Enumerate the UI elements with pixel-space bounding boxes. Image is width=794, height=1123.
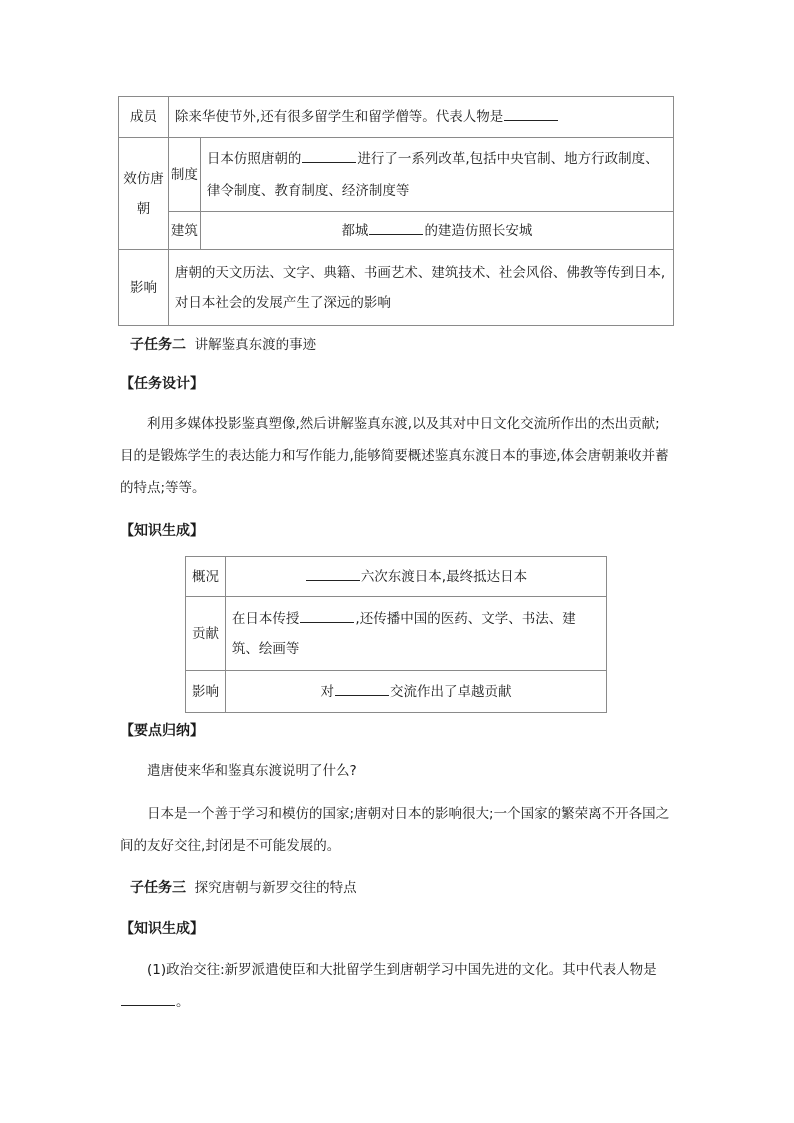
key-points-question: 遣唐使来华和鉴真东渡说明了什么?: [147, 763, 357, 779]
task-design-heading: 【任务设计】: [120, 376, 204, 392]
members-cell: 除来华使节外,还有很多留学生和留学僧等。代表人物是: [168, 97, 673, 138]
answer-blank: [300, 608, 354, 623]
answer-blank: [335, 681, 389, 696]
contribution-cell: 在日本传授 ,还传播中国的医药、文学、书法、建筑、绘画等: [225, 597, 606, 671]
knowledge-item-1: (1)政治交往:新罗派遣使臣和大批留学生到唐朝学习中国先进的文化。其中代表人物是。: [120, 954, 673, 1018]
jianzhen-table: [185, 556, 607, 713]
answer-blank: [121, 991, 175, 1006]
members-label: 成员: [119, 97, 169, 138]
influence-cell: 唐朝的天文历法、文字、典籍、书画艺术、建筑技术、社会风俗、佛教等传到日本,对日本社会的发展产生了深远的影响: [168, 250, 673, 326]
overview-label: 概况: [186, 557, 226, 597]
knowledge-heading-2: 【知识生成】: [120, 921, 204, 937]
answer-blank: [306, 566, 360, 581]
architecture-label: 建筑: [168, 212, 200, 250]
architecture-cell: 都城 的建造仿照长安城: [200, 212, 673, 250]
key-points-answer: 日本是一个善于学习和模仿的国家;唐朝对日本的影响很大;一个国家的繁荣离不开各国之间的友好交往,封闭是不可能发展的。: [120, 806, 670, 854]
key-points-heading: 【要点归纳】: [120, 723, 204, 739]
answer-blank: [504, 106, 558, 121]
answer-blank: [369, 220, 423, 235]
influence2-label: 影响: [186, 671, 226, 713]
influence2-cell: 对 交流作出了卓越贡献: [225, 671, 606, 713]
system-cell: 日本仿照唐朝的 进行了一系列改革,包括中央官制、地方行政制度、律令制度、教育制度、经济制度等: [200, 138, 673, 212]
contribution-label: 贡献: [186, 597, 226, 671]
imitate-label: 效仿唐朝: [119, 138, 169, 250]
knowledge-heading-1: 【知识生成】: [120, 523, 204, 539]
task2-heading: 子任务二 讲解鉴真东渡的事迹: [130, 337, 317, 353]
tang-japan-table: [118, 96, 674, 326]
answer-blank: [302, 148, 356, 163]
task3-heading: 子任务三 探究唐朝与新罗交往的特点: [130, 880, 357, 896]
overview-cell: 六次东渡日本,最终抵达日本: [225, 557, 606, 597]
task-design-body: 利用多媒体投影鉴真塑像,然后讲解鉴真东渡,以及其对中日文化交流所作出的杰出贡献;目的是锻炼学生的表达能力和写作能力,能够简要概述鉴真东渡日本的事迹,体会唐朝兼收并蓄的特点;等等。: [120, 416, 669, 496]
system-label: 制度: [168, 138, 200, 212]
influence-label: 影响: [119, 250, 169, 326]
